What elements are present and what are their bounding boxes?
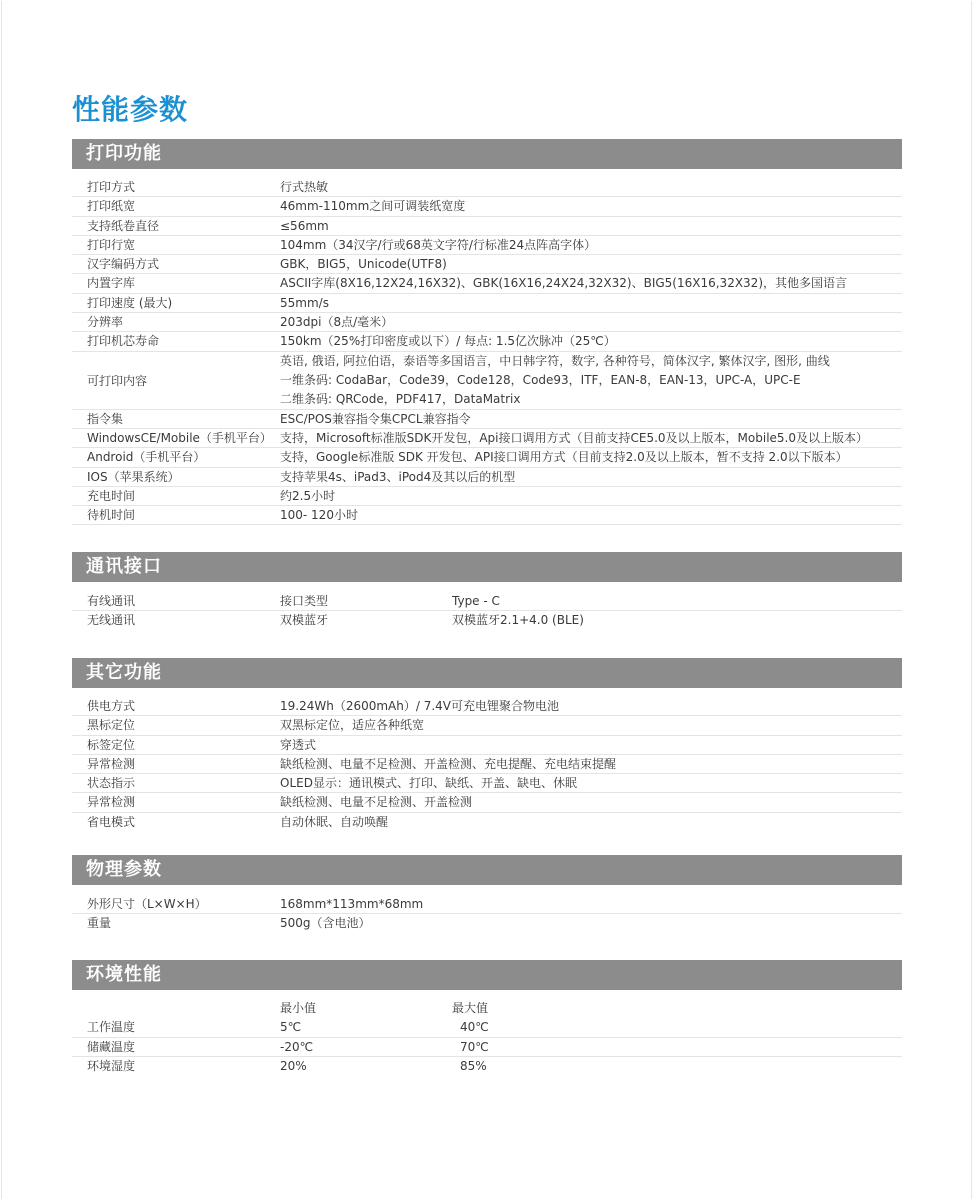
spec-value: 自动休眠、自动唤醒 bbox=[280, 814, 389, 829]
spec-row bbox=[72, 895, 902, 914]
spec-value: 104mm（34汉字/行或68英文字符/行标准24点阵高字体） bbox=[280, 237, 597, 252]
spec-label: 有线通讯 bbox=[87, 594, 136, 608]
spec-row bbox=[72, 1018, 902, 1037]
spec-label: 省电模式 bbox=[87, 814, 136, 829]
spec-label: 工作温度 bbox=[87, 1020, 136, 1035]
spec-label: IOS（苹果系统） bbox=[87, 469, 180, 484]
spec-label: 内置字库 bbox=[87, 276, 136, 291]
spec-row-printable-content bbox=[72, 352, 902, 410]
spec-row bbox=[72, 255, 902, 274]
spec-label: 可打印内容 bbox=[87, 373, 148, 388]
spec-row bbox=[72, 736, 902, 755]
spec-label: 黑标定位 bbox=[87, 718, 136, 733]
spec-value: 支持苹果4s、iPad3、iPod4及其以后的机型 bbox=[280, 469, 516, 484]
spec-label: 分辨率 bbox=[87, 315, 124, 330]
spec-row bbox=[72, 410, 902, 429]
spec-value: 支持，Google标准版 SDK 开发包、API接口调用方式（目前支持2.0及以上版本，暂不支持 2.0以下版本） bbox=[280, 450, 848, 465]
spec-row bbox=[72, 294, 902, 313]
spec-label: 异常检测 bbox=[87, 756, 136, 771]
env-spec-list bbox=[72, 999, 902, 1076]
spec-label: 环境湿度 bbox=[87, 1058, 136, 1073]
spec-row bbox=[72, 332, 902, 351]
spec-label: 打印行宽 bbox=[87, 237, 136, 252]
spec-label: 支持纸卷直径 bbox=[87, 218, 160, 233]
spec-label: 打印机芯寿命 bbox=[87, 334, 160, 349]
spec-value: 168mm*113mm*68mm bbox=[280, 897, 424, 911]
spec-value: 19.24Wh（2600mAh）/ 7.4V可充电锂聚合物电池 bbox=[280, 699, 560, 713]
spec-value: ≤56mm bbox=[280, 218, 329, 233]
env-column-max: 最大值 bbox=[452, 1001, 489, 1015]
spec-label: Android（手机平台） bbox=[87, 450, 206, 465]
spec-label: 状态指示 bbox=[87, 776, 136, 791]
section-header-comm: 通讯接口 bbox=[72, 552, 902, 582]
spec-value: 55mm/s bbox=[280, 295, 329, 310]
spec-row bbox=[72, 313, 902, 332]
spec-value: ESC/POS兼容指令集CPCL兼容指令 bbox=[280, 411, 471, 426]
spec-label: 标签定位 bbox=[87, 737, 136, 752]
spec-row bbox=[72, 1038, 902, 1057]
spec-row bbox=[72, 217, 902, 236]
spec-value: 缺纸检测、电量不足检测、开盖检测 bbox=[280, 795, 473, 810]
spec-value: 穿透式 bbox=[280, 737, 317, 752]
spec-label: 待机时间 bbox=[87, 508, 136, 523]
spec-value: 46mm-110mm之间可调装纸宽度 bbox=[280, 199, 466, 214]
spec-row bbox=[72, 178, 902, 197]
spec-label: 充电时间 bbox=[87, 488, 136, 503]
spec-value: 约2.5小时 bbox=[280, 488, 336, 503]
env-column-min: 最小值 bbox=[280, 1001, 317, 1015]
spec-row bbox=[72, 813, 902, 832]
env-column-header-row bbox=[72, 999, 902, 1018]
section-header-print: 打印功能 bbox=[72, 139, 902, 169]
content-line-2d-barcodes: 二维条码: QRCode，PDF417，DataMatrix bbox=[280, 392, 521, 407]
content-line-languages: 英语, 俄语, 阿拉伯语，泰语等多国语言，中日韩字符，数字, 各种符号，简体汉字, 繁体汉字, 图形, 曲线 bbox=[280, 353, 830, 368]
spec-value: 500g（含电池） bbox=[280, 916, 371, 931]
env-min-value: -20℃ bbox=[280, 1039, 314, 1054]
spec-row bbox=[72, 468, 902, 487]
spec-value: 双模蓝牙 bbox=[280, 613, 329, 628]
spec-value-multiline bbox=[280, 352, 830, 410]
spec-row bbox=[72, 914, 902, 933]
spec-row bbox=[72, 506, 902, 525]
env-min-value: 5℃ bbox=[280, 1020, 302, 1035]
spec-row bbox=[72, 448, 902, 467]
spec-label: 打印方式 bbox=[87, 180, 136, 194]
spec-value: 支持，Microsoft标准版SDK开发包，Api接口调用方式（目前支持CE5.0及以上版本，Mobile5.0及以上版本） bbox=[280, 430, 868, 445]
spec-label: WindowsCE/Mobile（手机平台） bbox=[87, 430, 272, 445]
spec-row bbox=[72, 592, 902, 611]
spec-label: 无线通讯 bbox=[87, 613, 136, 628]
spec-value-detail: 双模蓝牙2.1+4.0 (BLE) bbox=[452, 613, 584, 628]
spec-label: 异常检测 bbox=[87, 795, 136, 810]
spec-row bbox=[72, 429, 902, 448]
spec-label: 供电方式 bbox=[87, 699, 136, 713]
spec-value: 接口类型 bbox=[280, 594, 329, 608]
spec-value: 双黑标定位，适应各种纸宽 bbox=[280, 718, 425, 733]
spec-row bbox=[72, 793, 902, 812]
section-header-other: 其它功能 bbox=[72, 658, 902, 688]
section-header-physical: 物理参数 bbox=[72, 855, 902, 885]
spec-row bbox=[72, 697, 902, 716]
physical-spec-list bbox=[72, 895, 902, 934]
spec-value: 203dpi（8点/毫米） bbox=[280, 315, 394, 330]
print-spec-list bbox=[72, 178, 902, 525]
spec-row bbox=[72, 274, 902, 293]
spec-value-detail: Type - C bbox=[452, 594, 500, 608]
spec-value: GBK，BIG5，Unicode(UTF8) bbox=[280, 257, 447, 272]
spec-row bbox=[72, 236, 902, 255]
spec-label: 汉字编码方式 bbox=[87, 257, 160, 272]
spec-value: OLED显示：通讯模式、打印、缺纸、开盖、缺电、休眠 bbox=[280, 776, 577, 791]
spec-row bbox=[72, 611, 902, 630]
spec-label: 外形尺寸（L×W×H） bbox=[87, 897, 207, 911]
spec-label: 打印速度 (最大) bbox=[87, 295, 173, 310]
spec-label: 打印纸宽 bbox=[87, 199, 136, 214]
spec-row bbox=[72, 774, 902, 793]
spec-label: 储藏温度 bbox=[87, 1039, 136, 1054]
spec-row bbox=[72, 1057, 902, 1076]
content-line-1d-barcodes: 一维条码: CodaBar，Code39，Code128，Code93，ITF，EAN-8，EAN-13，UPC-A，UPC-E bbox=[280, 372, 801, 387]
spec-row bbox=[72, 487, 902, 506]
spec-row bbox=[72, 716, 902, 735]
env-max-value: 85% bbox=[460, 1058, 487, 1073]
spec-label: 重量 bbox=[87, 916, 112, 931]
section-header-env: 环境性能 bbox=[72, 960, 902, 990]
env-max-value: 40℃ bbox=[460, 1020, 489, 1035]
spec-label: 指令集 bbox=[87, 411, 124, 426]
spec-value: 缺纸检测、电量不足检测、开盖检测、充电提醒、充电结束提醒 bbox=[280, 756, 617, 771]
env-min-value: 20% bbox=[280, 1058, 307, 1073]
page-title: 性能参数 bbox=[72, 93, 189, 126]
spec-row bbox=[72, 197, 902, 216]
spec-row bbox=[72, 755, 902, 774]
spec-value: 150km（25%打印密度或以下）/ 每点: 1.5亿次脉冲（25℃） bbox=[280, 334, 616, 349]
other-spec-list bbox=[72, 697, 902, 832]
spec-value: 行式热敏 bbox=[280, 180, 329, 194]
comm-spec-list bbox=[72, 592, 902, 631]
spec-value: 100- 120小时 bbox=[280, 508, 358, 523]
spec-value: ASCII字库(8X16,12X24,16X32)、GBK(16X16,24X24,32X32)、BIG5(16X16,32X32)，其他多国语言 bbox=[280, 276, 847, 291]
env-max-value: 70℃ bbox=[460, 1039, 489, 1054]
